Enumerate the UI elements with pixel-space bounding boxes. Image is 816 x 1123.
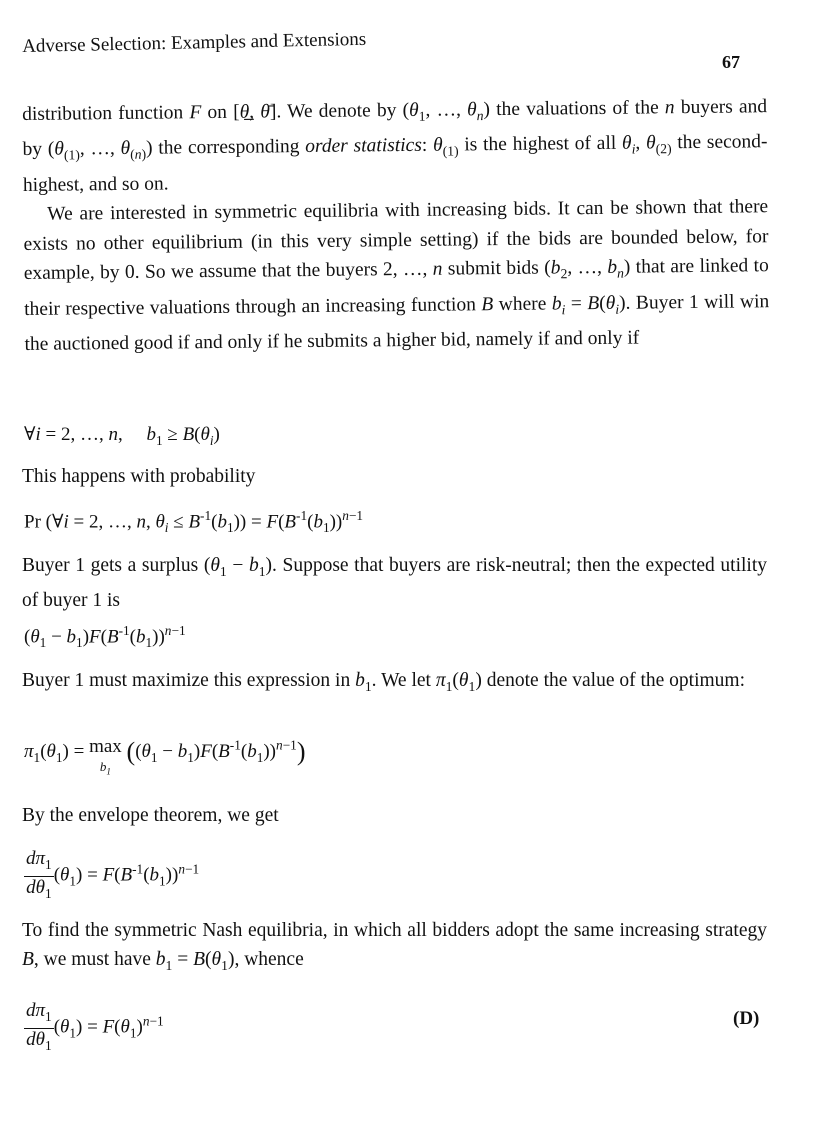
equation-probability: Pr (∀i = 2, …, n, $\theta_i \le B^{-1}(b_1)) = F(B^{-1}(b_1))^{n-1}$ bbox=[24, 508, 364, 536]
equation-D: $\frac{d\pi_1}{d\theta_1}$ $(\theta_1) = F(\theta_1)^{n-1}$ bbox=[26, 1000, 164, 1053]
equation-win-condition: ∀i = 2, …, n, $b_1 \ge B(\theta_i)$ bbox=[24, 424, 220, 448]
paragraph-4: Buyer 1 gets a surplus $(\theta_1 - b_1)$. Suppose that buyers are risk-neutral; then the expected utility of buyer 1 is bbox=[22, 555, 767, 611]
paragraph-5: Buyer 1 must maximize this expression in $b_1$. We let $\pi_1(\theta_1)$ denote the value of the optimum: bbox=[22, 670, 746, 694]
equation-optimum: $\pi_1(\theta_1) = \max$ $b_1$ $((\theta_1 - b_1)F(B^{-1}(b_1))^{n-1})$ bbox=[24, 736, 306, 777]
paragraph-7: To find the symmetric Nash equilibria, in which all bidders adopt the same increasing strategy B, we must have $b_1 = B(\theta_1)$, whence bbox=[22, 920, 767, 973]
paragraph-3: This happens with probability bbox=[22, 466, 256, 487]
page-number: 67 bbox=[722, 52, 740, 72]
equation-expected-utility: $(\theta_1 - b_1)F(B^{-1}(b_1))^{n-1}$ bbox=[24, 623, 186, 651]
running-head: Adverse Selection: Examples and Extensions bbox=[22, 28, 367, 57]
paragraph-1: distribution function F on [θ̲, θ̄]. We denote by ($\theta_1$, …, $\theta_n$) the valuations of the n buyers and by ($\theta_{(1)}$, …, $\theta_{(n)}$) the corresponding order statistics: $\theta_{(1)}$ is the highest of all $\theta_i$, $\theta_{(2)}$ the second-highest, and so on. bbox=[22, 96, 768, 196]
equation-envelope: $\frac{d\pi_1}{d\theta_1}$ $(\theta_1) = F(B^{-1}(b_1))^{n-1}$ bbox=[26, 848, 200, 901]
paragraph-2: We are interested in symmetric equilibria with increasing bids. It can be shown that there exists no other equilibrium (in this very simple setting) if the bids are bounded below, for example, by 0. So we assume that the buyers 2, …, n submit bids ($b_2$, …, $b_n$) that are linked to their respective valuations through an increasing function B where $b_i = B(\theta_i)$. Buyer 1 will win the auctioned good if and only if he submits a higher bid, namely if and only if bbox=[23, 196, 770, 356]
equation-tag-D: (D) bbox=[733, 1008, 760, 1029]
main-text-block bbox=[22, 92, 770, 359]
paragraph-6: By the envelope theorem, we get bbox=[22, 805, 279, 826]
